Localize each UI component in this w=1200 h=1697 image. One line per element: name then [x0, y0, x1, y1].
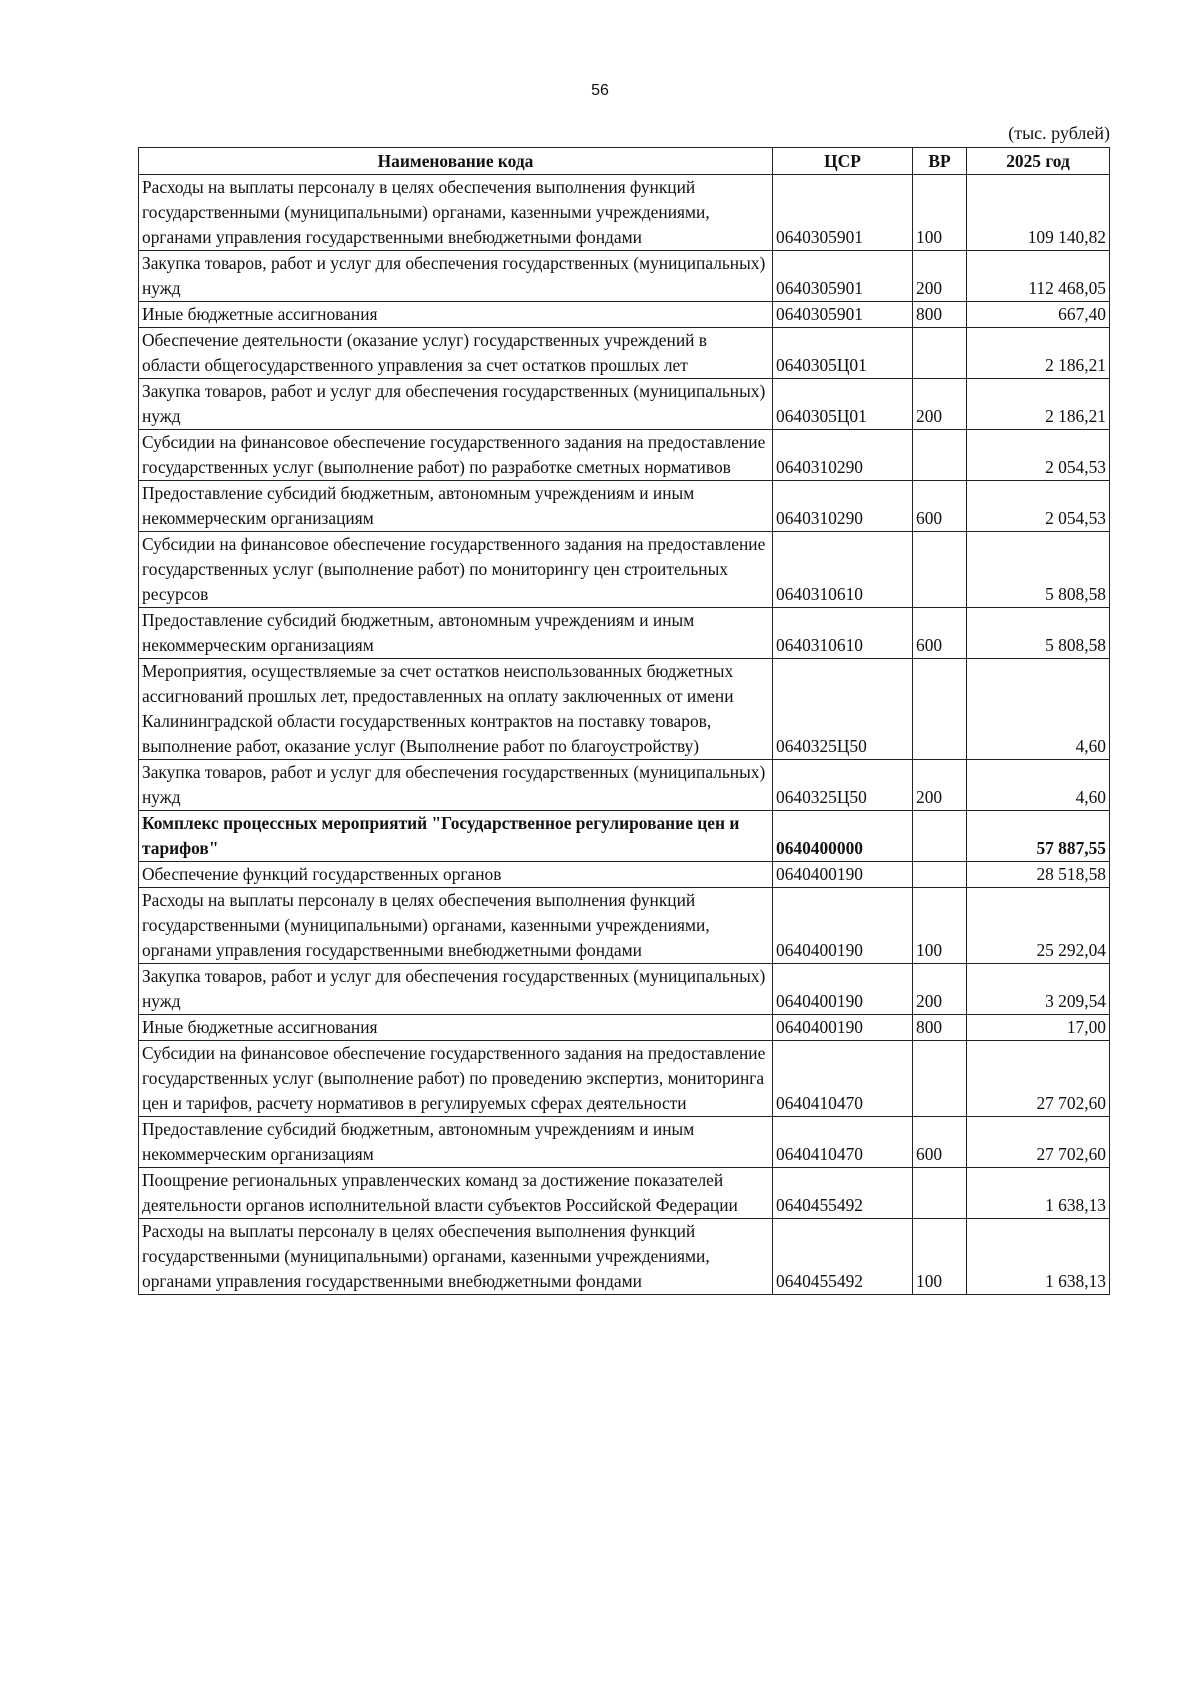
cell-vr: 600: [913, 608, 967, 659]
cell-sum: 28 518,58: [967, 862, 1110, 888]
cell-name: Субсидии на финансовое обеспечение государственного задания на предоставление государственных услуг (выполнение работ) по разработке сметных нормативов: [139, 430, 773, 481]
cell-name: Обеспечение деятельности (оказание услуг) государственных учреждений в области общегосударственного управления за счет остатков прошлых лет: [139, 328, 773, 379]
table-row: [139, 328, 1110, 379]
cell-sum: 667,40: [967, 302, 1110, 328]
cell-name: Поощрение региональных управленческих команд за достижение показателей деятельности органов исполнительной власти субъектов Российской Федерации: [139, 1168, 773, 1219]
units-label: (тыс. рублей): [1008, 123, 1110, 143]
cell-sum: 4,60: [967, 760, 1110, 811]
cell-name: Субсидии на финансовое обеспечение государственного задания на предоставление государственных услуг (выполнение работ) по проведению экспертиз, мониторинга цен и тарифов, расчету нормативов в регулируемых сферах деятельности: [139, 1041, 773, 1117]
table-header-row: [139, 148, 1110, 175]
table-row: [139, 1015, 1110, 1041]
cell-vr: [913, 328, 967, 379]
table-row: [139, 481, 1110, 532]
table-row: [139, 302, 1110, 328]
cell-vr: [913, 532, 967, 608]
cell-sum: 27 702,60: [967, 1041, 1110, 1117]
table-row: [139, 430, 1110, 481]
cell-name: Расходы на выплаты персоналу в целях обеспечения выполнения функций государственными (муниципальными) органами, казенными учреждениями, органами управления государственными внебюджетными фондами: [139, 175, 773, 251]
cell-sum: 25 292,04: [967, 888, 1110, 964]
cell-csr: 0640400190: [773, 888, 913, 964]
cell-csr: 0640400190: [773, 1015, 913, 1041]
cell-name: Мероприятия, осуществляемые за счет остатков неиспользованных бюджетных ассигнований прошлых лет, предоставленных на оплату заключенных от имени Калининградской области государственных контрактов на поставку товаров, выполнение работ, оказание услуг (Выполнение работ по благоустройству): [139, 659, 773, 760]
table-row: [139, 1168, 1110, 1219]
cell-csr: 0640400190: [773, 964, 913, 1015]
cell-name: Обеспечение функций государственных органов: [139, 862, 773, 888]
cell-vr: [913, 1168, 967, 1219]
cell-sum: 27 702,60: [967, 1117, 1110, 1168]
cell-vr: 600: [913, 481, 967, 532]
cell-csr: 0640305901: [773, 251, 913, 302]
cell-name: Предоставление субсидий бюджетным, автономным учреждениям и иным некоммерческим организациям: [139, 1117, 773, 1168]
cell-sum: 1 638,13: [967, 1168, 1110, 1219]
column-header-vr: ВР: [913, 148, 967, 175]
cell-name: Субсидии на финансовое обеспечение государственного задания на предоставление государственных услуг (выполнение работ) по мониторингу цен строительных ресурсов: [139, 532, 773, 608]
cell-vr: [913, 811, 967, 862]
cell-name: Закупка товаров, работ и услуг для обеспечения государственных (муниципальных) нужд: [139, 251, 773, 302]
cell-vr: [913, 659, 967, 760]
cell-sum: 109 140,82: [967, 175, 1110, 251]
table-row: [139, 811, 1110, 862]
cell-vr: 200: [913, 251, 967, 302]
table-row: [139, 1219, 1110, 1295]
cell-vr: 200: [913, 379, 967, 430]
cell-sum: 5 808,58: [967, 532, 1110, 608]
table-row: [139, 862, 1110, 888]
cell-csr: 0640400000: [773, 811, 913, 862]
cell-sum: 2 186,21: [967, 379, 1110, 430]
cell-vr: [913, 862, 967, 888]
table-row: [139, 760, 1110, 811]
cell-name: Предоставление субсидий бюджетным, автономным учреждениям и иным некоммерческим организациям: [139, 608, 773, 659]
table-row: [139, 888, 1110, 964]
cell-vr: 800: [913, 1015, 967, 1041]
column-header-name: Наименование кода: [139, 148, 773, 175]
table-row: [139, 1041, 1110, 1117]
table-row: [139, 608, 1110, 659]
cell-vr: 200: [913, 964, 967, 1015]
cell-csr: 0640305Ц01: [773, 379, 913, 430]
cell-csr: 0640305Ц01: [773, 328, 913, 379]
cell-sum: 57 887,55: [967, 811, 1110, 862]
cell-name: Расходы на выплаты персоналу в целях обеспечения выполнения функций государственными (муниципальными) органами, казенными учреждениями, органами управления государственными внебюджетными фондами: [139, 888, 773, 964]
cell-sum: 4,60: [967, 659, 1110, 760]
cell-vr: 600: [913, 1117, 967, 1168]
column-header-csr: ЦСР: [773, 148, 913, 175]
budget-table: [138, 147, 1110, 1295]
cell-vr: [913, 1041, 967, 1117]
cell-sum: 2 054,53: [967, 430, 1110, 481]
table-row: [139, 964, 1110, 1015]
cell-vr: 100: [913, 175, 967, 251]
column-header-year: 2025 год: [967, 148, 1110, 175]
cell-csr: 0640310610: [773, 608, 913, 659]
cell-vr: 200: [913, 760, 967, 811]
cell-name: Закупка товаров, работ и услуг для обеспечения государственных (муниципальных) нужд: [139, 379, 773, 430]
cell-csr: 0640310290: [773, 481, 913, 532]
cell-vr: 800: [913, 302, 967, 328]
cell-sum: 112 468,05: [967, 251, 1110, 302]
cell-csr: 0640325Ц50: [773, 760, 913, 811]
cell-name: Закупка товаров, работ и услуг для обеспечения государственных (муниципальных) нужд: [139, 964, 773, 1015]
cell-name: Иные бюджетные ассигнования: [139, 302, 773, 328]
cell-csr: 0640410470: [773, 1117, 913, 1168]
cell-vr: 100: [913, 888, 967, 964]
cell-sum: 1 638,13: [967, 1219, 1110, 1295]
cell-csr: 0640310610: [773, 532, 913, 608]
table-row: [139, 532, 1110, 608]
cell-csr: 0640400190: [773, 862, 913, 888]
table-row: [139, 659, 1110, 760]
cell-vr: [913, 430, 967, 481]
cell-sum: 5 808,58: [967, 608, 1110, 659]
cell-name: Предоставление субсидий бюджетным, автономным учреждениям и иным некоммерческим организациям: [139, 481, 773, 532]
cell-sum: 2 054,53: [967, 481, 1110, 532]
table-row: [139, 175, 1110, 251]
cell-vr: 100: [913, 1219, 967, 1295]
cell-csr: 0640410470: [773, 1041, 913, 1117]
table-row: [139, 251, 1110, 302]
cell-sum: 2 186,21: [967, 328, 1110, 379]
cell-csr: 0640310290: [773, 430, 913, 481]
cell-name: Закупка товаров, работ и услуг для обеспечения государственных (муниципальных) нужд: [139, 760, 773, 811]
page-number: 56: [591, 82, 609, 99]
table-row: [139, 1117, 1110, 1168]
table-body: [139, 175, 1110, 1295]
table-row: [139, 379, 1110, 430]
cell-csr: 0640455492: [773, 1168, 913, 1219]
cell-csr: 0640325Ц50: [773, 659, 913, 760]
cell-csr: 0640455492: [773, 1219, 913, 1295]
cell-name: Расходы на выплаты персоналу в целях обеспечения выполнения функций государственными (муниципальными) органами, казенными учреждениями, органами управления государственными внебюджетными фондами: [139, 1219, 773, 1295]
cell-sum: 17,00: [967, 1015, 1110, 1041]
cell-csr: 0640305901: [773, 302, 913, 328]
cell-name: Иные бюджетные ассигнования: [139, 1015, 773, 1041]
cell-csr: 0640305901: [773, 175, 913, 251]
cell-sum: 3 209,54: [967, 964, 1110, 1015]
cell-name: Комплекс процессных мероприятий "Государственное регулирование цен и тарифов": [139, 811, 773, 862]
